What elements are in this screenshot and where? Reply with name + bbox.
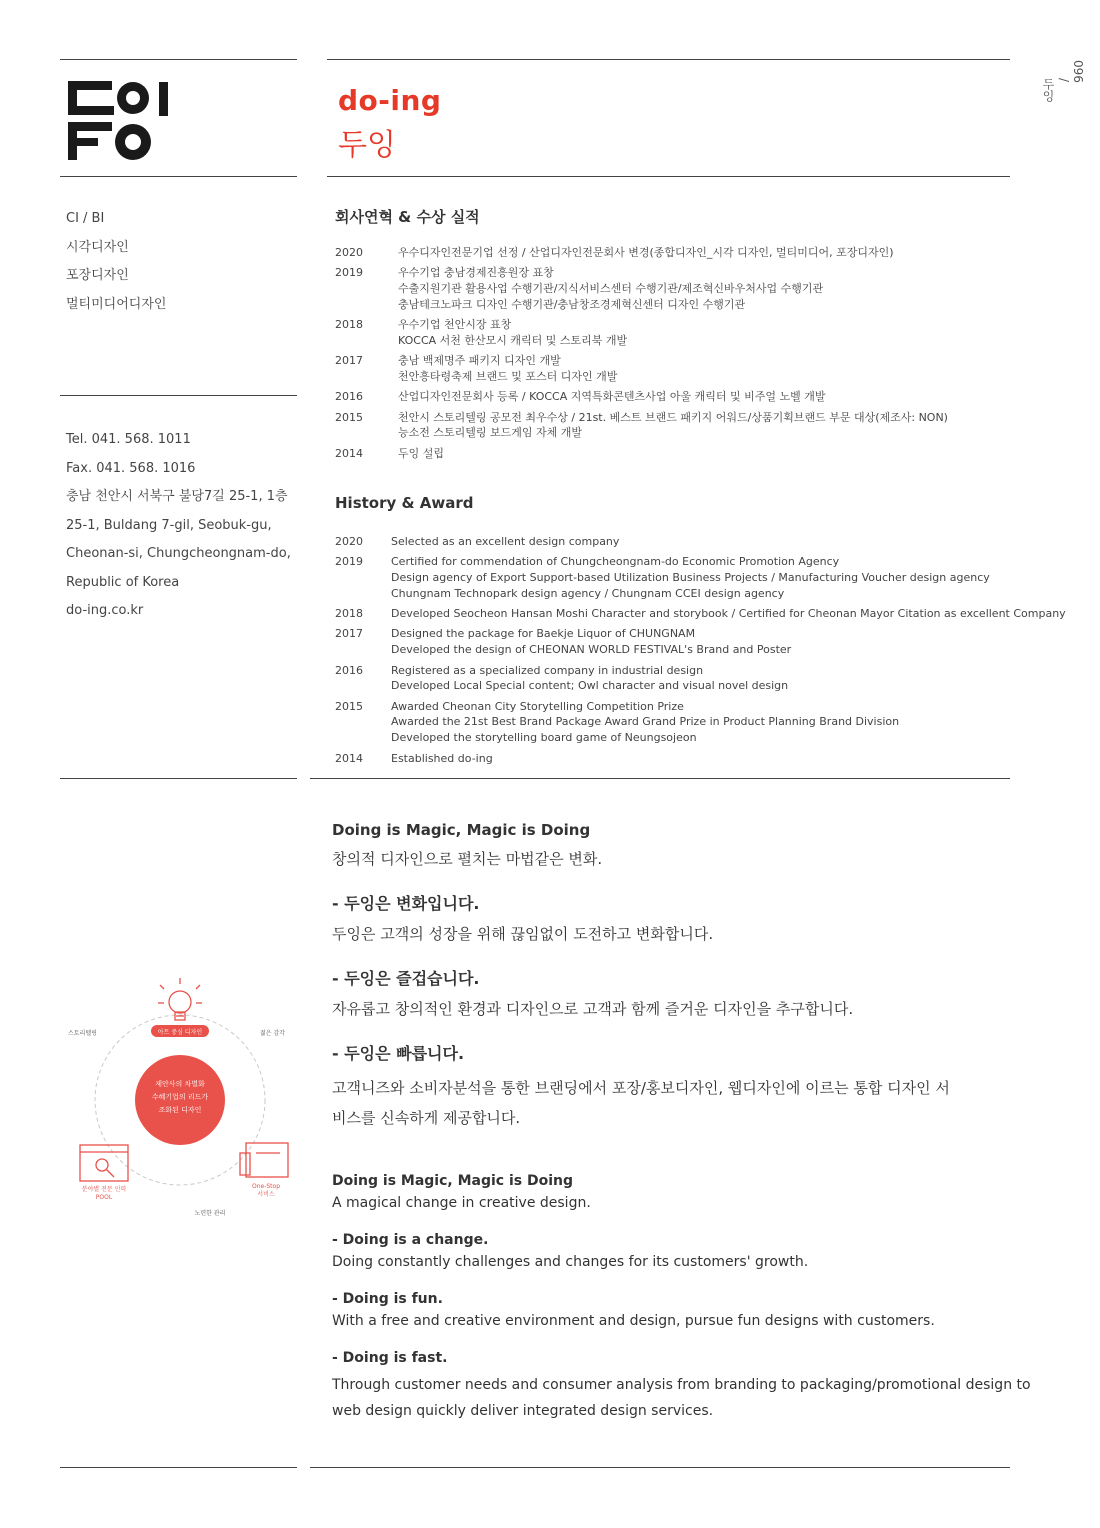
diagram-label-top-left: 스토리텔링 (68, 1030, 97, 1037)
header-rule-left (60, 176, 297, 177)
mission-en-point-title: - Doing is fun. (332, 1291, 443, 1307)
history-ko-list (335, 245, 948, 466)
mission-ko-point-title: - 두잉은 빠릅니다. (332, 1044, 465, 1063)
history-ko-text: 천안흥타령축제 브랜드 및 포스터 디자인 개발 (398, 370, 618, 384)
mission-ko-point-body: 자유롭고 창의적인 환경과 디자인으로 고객과 함께 즐거운 디자인을 추구합니다. (332, 1000, 854, 1018)
contact-address-ko: 충남 천안시 서북구 불당7길 25-1, 1층 (66, 489, 288, 504)
history-en-year: 2019 (335, 555, 363, 569)
mission-ko-point-body: 비스를 신속하게 제공합니다. (332, 1109, 521, 1127)
lightbulb-icon (158, 978, 202, 1020)
history-en-row (335, 626, 1066, 658)
history-ko-row (335, 446, 948, 462)
history-en-year: 2015 (335, 699, 363, 713)
service-item: 멀티미디어디자인 (66, 296, 167, 312)
history-en-text: Established do-ing (391, 751, 493, 765)
history-en-text: Developed the storytelling board game of Neungsojeon (391, 731, 697, 745)
history-en-title: History & Award (335, 494, 474, 512)
history-en-row (335, 699, 1066, 746)
mission-en-heading: Doing is Magic, Magic is Doing (332, 1173, 574, 1189)
contact-block (66, 426, 291, 626)
mission-en (332, 1173, 1031, 1424)
brand-name-ko: 두잉 (338, 128, 396, 163)
history-ko-text: 충남 백제명주 패키지 디자인 개발 (398, 354, 561, 368)
history-ko-row (335, 265, 948, 312)
history-en-text: Selected as an excellent design company (391, 535, 620, 548)
history-ko-row (335, 410, 948, 442)
history-en-text: Design agency of Export Support-based Utilization Business Projects / Manufacturing Voucher design agency (391, 571, 990, 585)
history-en-year: 2014 (335, 751, 363, 765)
bottom-rule-right (310, 1467, 1010, 1468)
mission-en-point-body: With a free and creative environment and design, pursue fun designs with customers. (332, 1313, 935, 1329)
history-en-text: Awarded the 21st Best Brand Package Award Grand Prize in Product Planning Brand Division (391, 715, 900, 729)
history-en-row (335, 554, 1066, 601)
history-en-row (335, 751, 1066, 767)
history-ko-year: 2015 (335, 410, 363, 424)
mission-en-point-body: web design quickly deliver integrated design services. (332, 1403, 714, 1419)
contact-website[interactable]: do-ing.co.kr (66, 603, 144, 618)
history-en-text: Awarded Cheonan City Storytelling Competition Prize (391, 699, 684, 713)
mission-ko-point-title: - 두잉은 즐겁습니다. (332, 969, 480, 988)
history-en-row (335, 663, 1066, 695)
diagram-center-line: 수혜기업의 리드가 (151, 1093, 209, 1101)
mission-ko (332, 821, 950, 1133)
devices-icon (240, 1143, 288, 1177)
history-ko-year: 2016 (335, 390, 363, 404)
contact-address-en-2: Cheonan-si, Chungcheongnam-do, (66, 546, 291, 561)
mission-en-point-title: - Doing is a change. (332, 1232, 489, 1248)
history-en-text: Developed the design of CHEONAN WORLD FESTIVAL's Brand and Poster (391, 643, 792, 657)
history-en-text: Certified for commendation of Chungcheongnam-do Economic Promotion Agency (391, 555, 840, 569)
history-ko-text: 충남테크노파크 디자인 수행기관/충남창조경제혁신센터 디자인 수행기관 (398, 297, 746, 311)
mission-ko-heading: Doing is Magic, Magic is Doing (332, 821, 591, 839)
history-ko-text: KOCCA 서천 한산모시 캐릭터 및 스토리북 개발 (398, 333, 628, 347)
mission-ko-point-title: - 두잉은 변화입니다. (332, 894, 480, 913)
history-en-year: 2016 (335, 663, 363, 677)
mission-ko-tagline: 창의적 디자인으로 펼치는 마법같은 변화. (332, 850, 603, 868)
value-diagram (60, 975, 300, 1220)
history-ko-text: 두잉 설립 (398, 446, 445, 460)
history-ko-row (335, 245, 948, 261)
diagram-label-left-bottom: 분야별 전문 인력 (81, 1186, 127, 1193)
diagram-label-top-right: 젊은 감각 (260, 1030, 286, 1037)
history-en-row (335, 606, 1066, 622)
contact-address-en-3: Republic of Korea (66, 574, 180, 590)
services-rule (60, 395, 297, 396)
contact-tel: Tel. 041. 568. 1011 (66, 432, 191, 447)
service-item: 시각디자인 (66, 239, 129, 255)
history-ko-year: 2019 (335, 266, 363, 280)
page-section: 두잉 (1041, 78, 1055, 102)
history-en-year: 2020 (335, 535, 363, 548)
diagram-label-top: 아트 중심 디자인 (157, 1029, 203, 1036)
page-number-value: 096 (1071, 60, 1085, 83)
diagram-center-line: 조화된 디자인 (158, 1106, 202, 1114)
diagram-center-line: 제안사의 차별화 (155, 1080, 205, 1088)
top-rule-right (327, 59, 1010, 60)
contact-address-en-1: 25-1, Buldang 7-gil, Seobuk-gu, (66, 517, 272, 533)
page-separator: / (1057, 78, 1071, 83)
history-ko-year: 2014 (335, 446, 363, 460)
mission-en-point-body: Through customer needs and consumer analysis from branding to packaging/promotional design to (332, 1377, 1031, 1393)
header-rule-right (327, 176, 1010, 177)
services-list (66, 205, 166, 319)
history-ko-text: 우수기업 충남경제진흥원장 표창 (398, 266, 554, 280)
history-ko-text: 능소전 스토리텔링 보드게임 자체 개발 (398, 426, 583, 440)
history-en-year: 2017 (335, 627, 363, 641)
brand-name-en: do-ing (338, 84, 442, 117)
history-ko-row (335, 317, 948, 349)
bottom-rule-left (60, 1467, 297, 1468)
history-ko-text: 천안시 스토리텔링 공모전 최우수상 / 21st. 베스트 브랜드 패키지 어워드/상품기획브랜드 부문 대상(제조사: NON) (398, 410, 948, 424)
history-ko-title: 회사연혁 & 수상 실적 (335, 208, 480, 226)
doing-logo (66, 78, 170, 162)
diagram-label-left-bottom: POOL (95, 1194, 113, 1201)
history-en-text: Designed the package for Baekje Liquor of CHUNGNAM (391, 627, 696, 641)
history-ko-year: 2017 (335, 354, 363, 368)
service-item: 포장디자인 (66, 268, 129, 283)
mission-ko-point-body: 두잉은 고객의 성장을 위해 끊임없이 도전하고 변화합니다. (332, 925, 714, 943)
history-ko-text: 우수기업 천안시장 표창 (398, 318, 512, 332)
history-en-list (335, 534, 1066, 771)
contact-fax: Fax. 041. 568. 1016 (66, 460, 196, 476)
history-en-text: Developed Local Special content; Owl character and visual novel design (391, 679, 789, 693)
page-number (1040, 60, 1085, 102)
history-ko-text: 산업디자인전문회사 등록 / KOCCA 지역특화콘텐츠사업 아울 캐릭터 및 비주얼 노벨 개발 (398, 390, 826, 404)
diagram-label-right-bottom: 서비스 (257, 1191, 275, 1198)
history-en-text: Registered as a specialized company in industrial design (391, 663, 704, 677)
monitor-icon (80, 1145, 128, 1181)
mission-en-tagline: A magical change in creative design. (332, 1195, 591, 1211)
mission-en-point-body: Doing constantly challenges and changes for its customers' growth. (332, 1254, 809, 1270)
history-ko-row (335, 353, 948, 385)
top-rule-left (60, 59, 297, 60)
history-en-text: Chungnam Technopark design agency / Chungnam CCEI design agency (391, 586, 785, 600)
diagram-label-right-bottom: One-Stop (251, 1183, 281, 1190)
history-ko-text: 우수디자인전문기업 선정 / 산업디자인전문회사 변경(종합디자인_시각 디자인, 멀티미디어, 포장디자인) (398, 246, 894, 259)
history-ko-year: 2020 (335, 246, 363, 259)
diagram-label-bottom: 노련한 관리 (194, 1210, 226, 1217)
history-ko-row (335, 389, 948, 405)
mission-en-point-title: - Doing is fast. (332, 1350, 448, 1366)
history-en-year: 2018 (335, 607, 363, 621)
history-ko-year: 2018 (335, 318, 363, 332)
history-rule-left (60, 778, 297, 779)
history-en-text: Developed Seocheon Hansan Moshi Character and storybook / Certified for Cheonan Mayor Citation as excellent Company (391, 607, 1066, 621)
history-rule-right (310, 778, 1010, 779)
mission-ko-point-body: 고객니즈와 소비자분석을 통한 브랜딩에서 포장/홍보디자인, 웹디자인에 이르는 통합 디자인 서 (332, 1079, 950, 1097)
history-ko-text: 수출지원기관 활용사업 수행기관/지식서비스센터 수행기관/제조혁신바우처사업 수행기관 (398, 282, 824, 296)
service-item: CI / BI (66, 211, 105, 226)
history-en-row (335, 534, 1066, 550)
